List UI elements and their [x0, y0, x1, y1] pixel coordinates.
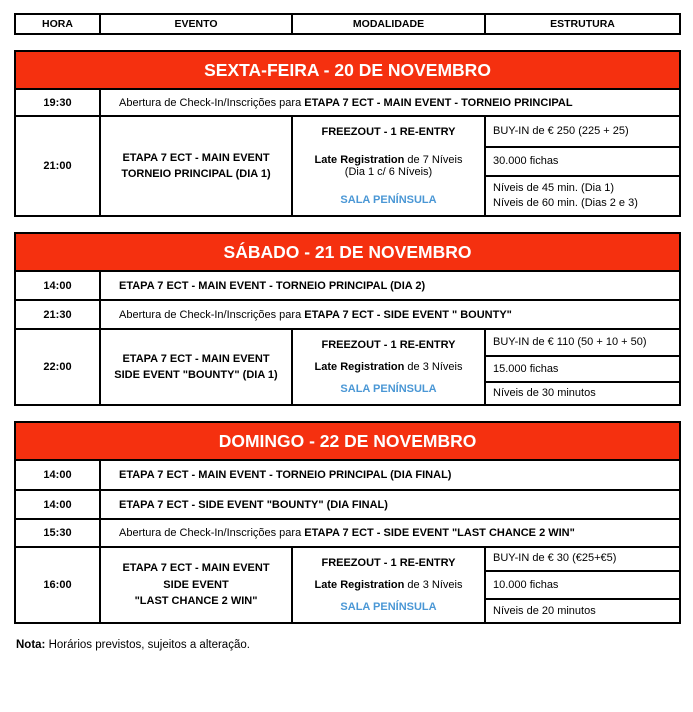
- friday-checkin-row: [15, 89, 680, 116]
- event-name: ETAPA 7 ECT - MAIN EVENT - TORNEIO PRINCIPAL (DIA 2): [119, 279, 426, 292]
- late-registration: Late Registration de 7 Níveis (Dia 1 c/ 6 Níveis): [314, 154, 463, 178]
- time-cell: 14:00: [15, 460, 100, 490]
- sunday-bounty-final-row: [15, 490, 680, 519]
- time-cell: 22:00: [15, 329, 100, 405]
- saturday-day2-row: [15, 271, 680, 300]
- time-cell: 14:00: [15, 271, 100, 300]
- saturday-checkin-row: [15, 300, 680, 329]
- event-cell: [100, 329, 292, 405]
- modality-cell: [292, 116, 485, 216]
- structure-buyin-cell: BUY-IN de € 250 (225 + 25): [485, 116, 680, 147]
- col-header-evento: EVENTO: [100, 14, 292, 34]
- structure-chips-cell: 15.000 fichas: [485, 356, 680, 381]
- structure-levels-cell: Níveis de 30 minutos: [485, 382, 680, 405]
- modality-cell: [292, 329, 485, 405]
- footer-note: [14, 639, 679, 651]
- time-cell: 15:30: [15, 519, 100, 547]
- day-banner-saturday: SÁBADO - 21 DE NOVEMBRO: [15, 233, 680, 271]
- sunday-main-row: [15, 547, 680, 571]
- column-header-row: [15, 14, 680, 34]
- event-name-line1: ETAPA 7 ECT - MAIN EVENT: [122, 151, 270, 164]
- event-cell: [100, 547, 292, 623]
- day-banner-friday: SEXTA-FEIRA - 20 DE NOVEMBRO: [15, 51, 680, 89]
- time-cell: 19:30: [15, 89, 100, 116]
- structure-chips-cell: 30.000 fichas: [485, 147, 680, 177]
- structure-levels-cell: Níveis de 45 min. (Dia 1) Níveis de 60 min. (Dias 2 e 3): [485, 176, 680, 216]
- event-cell: [100, 116, 292, 216]
- section-friday: [14, 50, 681, 217]
- event-cell: [100, 89, 680, 116]
- event-cell: [100, 271, 680, 300]
- event-name-line2: SIDE EVENT: [163, 578, 229, 591]
- event-name: ETAPA 7 ECT - MAIN EVENT - TORNEIO PRINCIPAL (DIA FINAL): [119, 469, 452, 481]
- column-header-table: [14, 13, 681, 35]
- format-label: FREEZOUT - 1 RE-ENTRY: [321, 557, 456, 569]
- time-cell: 21:30: [15, 300, 100, 329]
- checkin-event-name: ETAPA 7 ECT - SIDE EVENT " BOUNTY": [304, 308, 512, 321]
- time-cell: 14:00: [15, 490, 100, 519]
- section-saturday: [14, 232, 681, 406]
- friday-main-row: [15, 116, 680, 147]
- event-cell: [100, 300, 680, 329]
- sunday-main-final-row: [15, 460, 680, 490]
- day-banner-sunday: DOMINGO - 22 DE NOVEMBRO: [15, 422, 680, 460]
- day-banner-row: [15, 422, 680, 460]
- checkin-prefix: Abertura de Check-In/Inscrições para: [119, 308, 305, 321]
- event-name-line3: "LAST CHANCE 2 WIN": [134, 595, 258, 608]
- format-label: FREEZOUT - 1 RE-ENTRY: [321, 126, 456, 138]
- day-banner-row: [15, 233, 680, 271]
- col-header-modalidade: MODALIDADE: [292, 14, 485, 34]
- structure-chips-cell: 10.000 fichas: [485, 571, 680, 600]
- structure-buyin-cell: BUY-IN de € 110 (50 + 10 + 50): [485, 329, 680, 356]
- structure-levels-cell: Níveis de 20 minutos: [485, 599, 680, 623]
- event-name-line2: SIDE EVENT "BOUNTY" (DIA 1): [114, 369, 278, 381]
- room-label: SALA PENÍNSULA: [340, 383, 437, 395]
- checkin-event-name: ETAPA 7 ECT - SIDE EVENT "LAST CHANCE 2 WIN": [304, 527, 575, 539]
- event-cell: [100, 490, 680, 519]
- event-name: ETAPA 7 ECT - SIDE EVENT "BOUNTY" (DIA FINAL): [119, 498, 388, 511]
- event-cell: [100, 460, 680, 490]
- time-cell: 21:00: [15, 116, 100, 216]
- structure-buyin-cell: BUY-IN de € 30 (€25+€5): [485, 547, 680, 571]
- event-cell: [100, 519, 680, 547]
- event-name-line1: ETAPA 7 ECT - MAIN EVENT: [122, 352, 270, 365]
- col-header-hora: HORA: [15, 14, 100, 34]
- format-label: FREEZOUT - 1 RE-ENTRY: [321, 339, 456, 351]
- room-label: SALA PENÍNSULA: [340, 601, 437, 613]
- saturday-main-row: [15, 329, 680, 356]
- footer-note-label: Nota:: [16, 639, 46, 651]
- late-registration: Late Registration de 3 Níveis: [314, 361, 463, 373]
- footer-note-text: Horários previstos, sujeitos a alteração.: [45, 639, 250, 651]
- checkin-event-name: ETAPA 7 ECT - MAIN EVENT - TORNEIO PRINCIPAL: [304, 96, 573, 109]
- time-cell: 16:00: [15, 547, 100, 623]
- event-name-line1: ETAPA 7 ECT - MAIN EVENT: [122, 562, 270, 575]
- event-name-line2: TORNEIO PRINCIPAL (DIA 1): [121, 168, 271, 180]
- checkin-prefix: Abertura de Check-In/Inscrições para: [119, 96, 305, 109]
- checkin-prefix: Abertura de Check-In/Inscrições para: [119, 527, 305, 539]
- day-banner-row: [15, 51, 680, 89]
- late-registration: Late Registration de 3 Níveis: [314, 579, 463, 591]
- col-header-estrutura: ESTRUTURA: [485, 14, 680, 34]
- section-sunday: [14, 421, 681, 624]
- room-label: SALA PENÍNSULA: [340, 194, 437, 206]
- modality-cell: [292, 547, 485, 623]
- sunday-checkin-row: [15, 519, 680, 547]
